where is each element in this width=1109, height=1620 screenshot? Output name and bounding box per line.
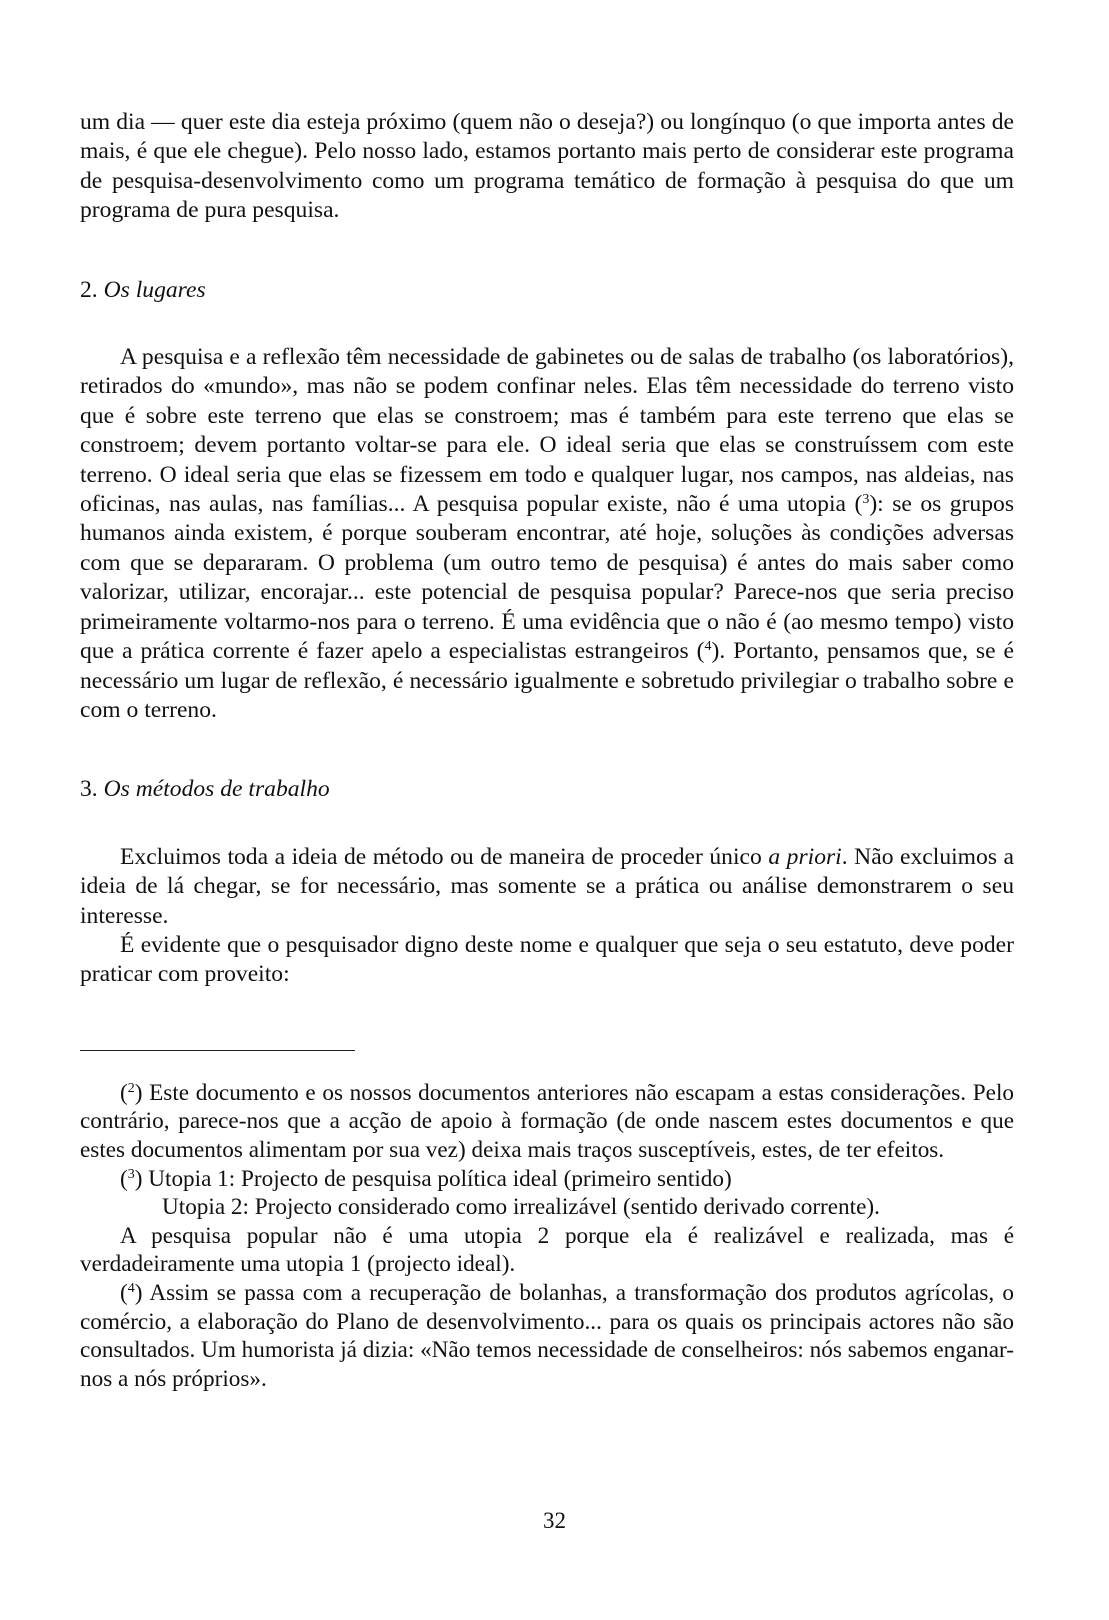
footnote-4: [80, 1279, 1014, 1393]
section-title: Os métodos de trabalho: [103, 776, 330, 803]
footnote-3: [80, 1165, 1014, 1222]
footnote-ref-3[interactable]: 3: [862, 492, 870, 508]
footnote-text: Este documento e os nossos documentos anteriores não escapam a estas considerações. Pelo contrário, parece-nos que a acção de apoio à formação (de onde nascem estes documentos e que estes documentos alimentam por sua vez) deixa mais traços susceptíveis, estes, de ter efeitos.: [80, 1079, 1014, 1163]
footnote-number: 4: [127, 1280, 135, 1296]
section-heading-metodos: [80, 775, 1014, 804]
paragraph-text: ): se os grupos humanos ainda existem, é porque souberam encontrar, até hoje, soluções às condições adversas com que se depararam. O problema (um outro temo de pesquisa) é antes do mais saber como valorizar, utilizar, encorajar... este potencial de pesquisa popular? Parece-nos que seria preciso primeiramente voltarmo-nos para o terreno. É uma evidência que o não é (ao mesmo tempo) visto que a prática corrente é fazer apelo a especialistas estrangeiros (: [80, 491, 1015, 665]
paragraph-text: . Não excluimos a ideia de lá chegar, se for necessário, mas somente se a prática ou análise demonstrarem o seu interesse.: [80, 843, 1015, 929]
footnote-3-continuation: A pesquisa popular não é uma utopia 2 porque ela é realizável e realizada, mas é verdadeiramente uma utopia 1 (projecto ideal).: [80, 1222, 1014, 1278]
footnotes: [80, 1079, 1014, 1394]
spacer: [80, 226, 1014, 276]
paragraph-text: ). Portanto, pensamos que, se é necessário um lugar de reflexão, é necessário igualmente e sobretudo privilegiar o trabalho sobre e com o terreno.: [80, 638, 1014, 723]
paragraph-text: Excluimos toda a ideia de método ou de maneira de proceder único: [120, 843, 769, 870]
footnote-separator: [80, 1050, 355, 1051]
metodos-paragraph-1: [80, 843, 1014, 931]
footnote-ref-4[interactable]: 4: [704, 639, 712, 655]
intro-paragraph: um dia — quer este dia esteja próximo (quem não o deseja?) ou longínquo (o que importa antes de mais, é que ele chegue). Pelo nosso lado, estamos portanto mais perto de considerar este programa de pesquisa-desenvolvimento como um programa temático de formação à pesquisa do que um programa de pura pesquisa.: [80, 109, 1014, 224]
spacer: [80, 305, 1014, 343]
section-title: Os lugares: [103, 276, 206, 303]
paren: (: [120, 1279, 128, 1306]
paren: ): [134, 1279, 143, 1306]
paren: (: [120, 1165, 128, 1192]
footnote-number: 2: [127, 1080, 135, 1096]
spacer: [80, 805, 1014, 843]
section-heading-lugares: [80, 276, 1014, 305]
footnote-2: [80, 1079, 1014, 1165]
footnote-text: Assim se passa com a recuperação de bolanhas, a transformação dos produtos agrícolas, o comércio, a elaboração do Plano de desenvolvimento... para os quais os principais actores não são consultados. Um humorista já dizia: «Não temos necessidade de conselheiros: nós sabemos enganar-nos a nós próprios».: [80, 1279, 1014, 1392]
section-number: 2.: [80, 276, 98, 303]
footnote-number: 3: [127, 1166, 135, 1182]
paren: ): [134, 1165, 143, 1192]
section-number: 3.: [80, 776, 98, 803]
footnote-text: Utopia 1: Projecto de pesquisa política ideal (primeiro sentido): [142, 1165, 732, 1192]
lugares-paragraph: [80, 343, 1014, 725]
paren: (: [120, 1079, 128, 1106]
metodos-paragraph-2: É evidente que o pesquisador digno deste nome e qualquer que seja o seu estatuto, deve poder praticar com proveito:: [80, 931, 1014, 988]
paragraph-text: A pesquisa e a reflexão têm necessidade de gabinetes ou de salas de trabalho (os laboratórios), retirados do «mundo», mas não se podem confinar neles. Elas têm necessidade do terreno visto que é sobre este terreno que elas se constroem; mas é também para este terreno que elas se constroem; devem portanto voltar-se para ele. O ideal seria que elas se construíssem com este terreno. O ideal seria que elas se fizessem em todo e qualquer lugar, nos campos, nas aldeias, nas oficinas, nas aulas, nas famílias... A pesquisa popular existe, não é uma utopia (: [80, 344, 1014, 518]
spacer: [80, 725, 1014, 775]
page-number: 32: [543, 1508, 566, 1533]
italic-term: a priori: [768, 843, 842, 870]
footnote-text: Utopia 2: Projecto considerado como irrealizável (sentido derivado corrente).: [162, 1194, 880, 1221]
paren: ): [134, 1079, 143, 1106]
